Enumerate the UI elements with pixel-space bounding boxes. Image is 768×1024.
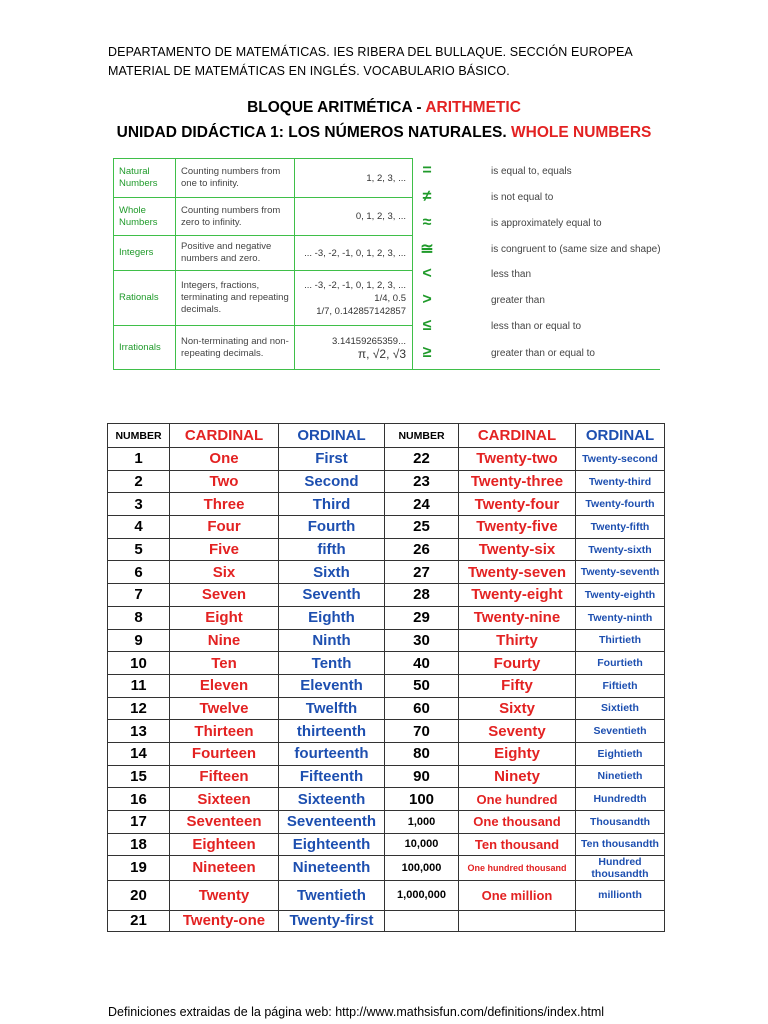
symbol-row (413, 210, 661, 236)
cardinal-cell: Twenty-two (459, 448, 576, 471)
set-example-line: π, √2, √3 (357, 346, 406, 361)
number-cell: 13 (108, 720, 170, 743)
set-name: Whole Numbers (114, 198, 176, 236)
number-cell: 6 (108, 561, 170, 584)
cardinal-cell: Twelve (170, 697, 279, 720)
set-name: Natural Numbers (114, 159, 176, 198)
number-cell: 21 (108, 910, 170, 931)
cardinal-cell: Nineteen (170, 855, 279, 880)
symbol-meaning: is equal to, equals (491, 165, 572, 177)
number-cell: 15 (108, 765, 170, 788)
ordinal-cell: fourteenth (279, 742, 385, 765)
cardinal-cell: Twenty-eight (459, 584, 576, 607)
set-description: Positive and negative numbers and zero. (176, 236, 295, 271)
ordinal-cell: Nineteenth (279, 855, 385, 880)
ordinal-cell: fifth (279, 538, 385, 561)
set-example-line: 1/4, 0.5 (374, 292, 406, 304)
cardinal-cell: Twenty-three (459, 470, 576, 493)
table-row (108, 811, 665, 834)
number-cell: 26 (385, 538, 459, 561)
symbol-row (413, 313, 661, 339)
number-cell: 1,000,000 (385, 880, 459, 910)
ordinal-cell: Twenty-seventh (576, 561, 665, 584)
table-row (108, 516, 665, 539)
symbol-meaning: less than (491, 268, 532, 280)
table-row (108, 470, 665, 493)
number-cell: 1 (108, 448, 170, 471)
table-row (108, 538, 665, 561)
number-cell: 23 (385, 470, 459, 493)
header-cardinal: CARDINAL (170, 424, 279, 448)
table-row (108, 765, 665, 788)
ordinal-cell: Twenty-third (576, 470, 665, 493)
cardinal-cell: Eighteen (170, 833, 279, 855)
unit-title-en: WHOLE NUMBERS (511, 124, 652, 141)
cardinal-cell: One thousand (459, 811, 576, 834)
cardinal-cell: Thirty (459, 629, 576, 652)
ordinal-cell: Eleventh (279, 674, 385, 697)
number-sets-table (113, 158, 413, 370)
cardinal-cell: Twenty-seven (459, 561, 576, 584)
cardinal-cell: Ten (170, 652, 279, 675)
header-cardinal: CARDINAL (459, 424, 576, 448)
set-description: Integers, fractions, terminating and repeating decimals. (176, 271, 295, 326)
number-cell: 4 (108, 516, 170, 539)
number-cell (385, 910, 459, 931)
table-row (108, 742, 665, 765)
number-cell: 16 (108, 788, 170, 811)
ordinal-cell: Thirtieth (576, 629, 665, 652)
header-ordinal: ORDINAL (576, 424, 665, 448)
ordinal-cell: Ninetieth (576, 765, 665, 788)
table-row (108, 629, 665, 652)
set-description: Counting numbers from one to infinity. (176, 159, 295, 198)
number-cell: 28 (385, 584, 459, 607)
number-cell: 14 (108, 742, 170, 765)
cardinal-cell: One million (459, 880, 576, 910)
cardinal-cell: Seventeen (170, 811, 279, 834)
table-row (108, 788, 665, 811)
number-cell: 2 (108, 470, 170, 493)
ordinal-cell: millionth (576, 880, 665, 910)
table-row (108, 855, 665, 880)
table-row (108, 833, 665, 855)
ordinal-cell: First (279, 448, 385, 471)
ordinal-cell: Second (279, 470, 385, 493)
table-row (108, 674, 665, 697)
less-than-symbol: < (422, 265, 432, 282)
cardinal-cell: Twenty (170, 880, 279, 910)
number-cell: 70 (385, 720, 459, 743)
cardinal-cell: Eleven (170, 674, 279, 697)
ordinal-cell: Twenty-eighth (576, 584, 665, 607)
block-title-en: ARITHMETIC (425, 99, 521, 116)
number-cell: 60 (385, 697, 459, 720)
cardinal-cell: Two (170, 470, 279, 493)
cardinal-cell: One (170, 448, 279, 471)
table-row (108, 493, 665, 516)
set-description: Counting numbers from zero to infinity. (176, 198, 295, 236)
cardinal-cell: Twenty-four (459, 493, 576, 516)
ordinal-cell: Twenty-second (576, 448, 665, 471)
ordinal-cell: Tenth (279, 652, 385, 675)
numbers-table-body (108, 448, 665, 932)
ordinal-cell: Seventh (279, 584, 385, 607)
set-description: Non-terminating and non-repeating decimals. (176, 326, 295, 369)
cardinal-cell: One hundred thousand (459, 855, 576, 880)
ordinal-cell: Twentieth (279, 880, 385, 910)
set-name: Integers (114, 236, 176, 271)
cardinal-cell: Twenty-one (170, 910, 279, 931)
number-cell: 8 (108, 606, 170, 629)
table-row (108, 606, 665, 629)
table-header-row (108, 424, 665, 448)
set-example: 0, 1, 2, 3, ... (295, 198, 412, 236)
number-cell: 24 (385, 493, 459, 516)
block-title (0, 99, 768, 117)
number-cell: 9 (108, 629, 170, 652)
cardinal-cell: Twenty-five (459, 516, 576, 539)
ordinal-cell: Seventeenth (279, 811, 385, 834)
symbol-row (413, 261, 661, 287)
header-ordinal: ORDINAL (279, 424, 385, 448)
cardinal-cell: Twenty-six (459, 538, 576, 561)
symbol-meaning: greater than or equal to (491, 347, 595, 359)
not-equal-symbol: ≠ (422, 188, 432, 205)
number-cell: 40 (385, 652, 459, 675)
number-cell: 5 (108, 538, 170, 561)
ordinal-cell (576, 910, 665, 931)
table-row (108, 584, 665, 607)
number-cell: 20 (108, 880, 170, 910)
ordinal-cell: Sixth (279, 561, 385, 584)
set-example-line: 3.14159265359... (332, 335, 406, 347)
number-cell: 7 (108, 584, 170, 607)
ordinal-cell: Eighth (279, 606, 385, 629)
cardinal-cell: Sixty (459, 697, 576, 720)
number-cell: 29 (385, 606, 459, 629)
header-line-2: MATERIAL DE MATEMÁTICAS EN INGLÉS. VOCABULARIO BÁSICO. (108, 64, 510, 78)
cardinal-cell: Sixteen (170, 788, 279, 811)
ordinal-cell: thirteenth (279, 720, 385, 743)
number-cell: 10,000 (385, 833, 459, 855)
number-cell: 80 (385, 742, 459, 765)
ordinal-cell: Ten thousandth (576, 833, 665, 855)
ordinal-cell: Seventieth (576, 720, 665, 743)
symbol-row (413, 236, 661, 262)
ordinal-cell: Twenty-fourth (576, 493, 665, 516)
number-cell: 100 (385, 788, 459, 811)
symbol-row (413, 158, 661, 184)
table-row (108, 697, 665, 720)
cardinal-cell: Seven (170, 584, 279, 607)
table-row (108, 910, 665, 931)
footer-source: Definiciones extraidas de la página web: http://www.mathsisfun.com/definitions/index.html (108, 1005, 605, 1019)
cardinal-cell: Eight (170, 606, 279, 629)
number-cell: 10 (108, 652, 170, 675)
symbol-meaning: is congruent to (same size and shape) (491, 243, 661, 255)
numbers-table (107, 423, 665, 932)
cardinal-cell: Three (170, 493, 279, 516)
table-row (108, 720, 665, 743)
number-cell: 27 (385, 561, 459, 584)
ordinal-cell: Twelfth (279, 697, 385, 720)
number-cell: 90 (385, 765, 459, 788)
cardinal-cell: Fifty (459, 674, 576, 697)
cardinal-cell: Nine (170, 629, 279, 652)
ordinal-cell: Fifteenth (279, 765, 385, 788)
set-example (295, 271, 412, 326)
cardinal-cell: Fourty (459, 652, 576, 675)
cardinal-cell: Ninety (459, 765, 576, 788)
header-number: NUMBER (108, 424, 170, 448)
number-cell: 3 (108, 493, 170, 516)
ordinal-cell: Fourth (279, 516, 385, 539)
greater-or-equal-symbol: ≥ (422, 344, 432, 361)
symbols-table (412, 158, 660, 370)
ordinal-cell: Eightieth (576, 742, 665, 765)
symbol-meaning: less than or equal to (491, 320, 582, 332)
ordinal-cell: Fourtieth (576, 652, 665, 675)
cardinal-cell: Ten thousand (459, 833, 576, 855)
number-cell: 25 (385, 516, 459, 539)
set-example-line: ... -3, -2, -1, 0, 1, 2, 3, ... (304, 279, 406, 291)
set-name: Irrationals (114, 326, 176, 369)
number-cell: 17 (108, 811, 170, 834)
block-title-es: BLOQUE ARITMÉTICA - (247, 99, 426, 116)
cardinal-cell: Fourteen (170, 742, 279, 765)
cardinal-cell: Twenty-nine (459, 606, 576, 629)
header-line-1: DEPARTAMENTO DE MATEMÁTICAS. IES RIBERA DEL BULLAQUE. SECCIÓN EUROPEA (108, 45, 633, 59)
symbol-row (413, 184, 661, 210)
cardinal-cell: Fifteen (170, 765, 279, 788)
congruent-symbol: ≅ (420, 241, 434, 258)
set-example: ... -3, -2, -1, 0, 1, 2, 3, ... (295, 236, 412, 271)
less-or-equal-symbol: ≤ (422, 317, 432, 334)
table-row (108, 652, 665, 675)
set-example: 1, 2, 3, ... (295, 159, 412, 198)
number-cell: 19 (108, 855, 170, 880)
symbol-row (413, 340, 661, 366)
ordinal-cell: Twenty-ninth (576, 606, 665, 629)
number-cell: 30 (385, 629, 459, 652)
table-row (108, 561, 665, 584)
number-cell: 22 (385, 448, 459, 471)
number-cell: 18 (108, 833, 170, 855)
ordinal-cell: Fiftieth (576, 674, 665, 697)
symbol-meaning: is not equal to (491, 191, 554, 203)
cardinal-cell: Seventy (459, 720, 576, 743)
set-name: Rationals (114, 271, 176, 326)
cardinal-cell: One hundred (459, 788, 576, 811)
ordinal-cell: Thousandth (576, 811, 665, 834)
set-example (295, 326, 412, 369)
cardinal-cell: Eighty (459, 742, 576, 765)
ordinal-cell: Hundred thousandth (576, 855, 665, 880)
cardinal-cell: Thirteen (170, 720, 279, 743)
number-cell: 100,000 (385, 855, 459, 880)
number-cell: 50 (385, 674, 459, 697)
number-cell: 11 (108, 674, 170, 697)
equals-symbol: = (422, 162, 432, 179)
ordinal-cell: Twenty-fifth (576, 516, 665, 539)
cardinal-cell (459, 910, 576, 931)
ordinal-cell: Twenty-sixth (576, 538, 665, 561)
table-row (108, 880, 665, 910)
symbol-meaning: greater than (491, 294, 545, 306)
ordinal-cell: Sixteenth (279, 788, 385, 811)
unit-title (0, 124, 768, 142)
cardinal-cell: Five (170, 538, 279, 561)
unit-title-es: UNIDAD DIDÁCTICA 1: LOS NÚMEROS NATURALES. (116, 124, 512, 141)
table-row (108, 448, 665, 471)
ordinal-cell: Eighteenth (279, 833, 385, 855)
ordinal-cell: Ninth (279, 629, 385, 652)
ordinal-cell: Third (279, 493, 385, 516)
number-cell: 1,000 (385, 811, 459, 834)
header-number: NUMBER (385, 424, 459, 448)
ordinal-cell: Twenty-first (279, 910, 385, 931)
cardinal-cell: Six (170, 561, 279, 584)
ordinal-cell: Sixtieth (576, 697, 665, 720)
greater-than-symbol: > (422, 291, 432, 308)
cardinal-cell: Four (170, 516, 279, 539)
symbol-row (413, 287, 661, 313)
number-cell: 12 (108, 697, 170, 720)
symbol-meaning: is approximately equal to (491, 217, 602, 229)
approx-symbol: ≈ (422, 214, 432, 231)
ordinal-cell: Hundredth (576, 788, 665, 811)
set-example-line: 1/7, 0.142857142857 (316, 305, 406, 317)
